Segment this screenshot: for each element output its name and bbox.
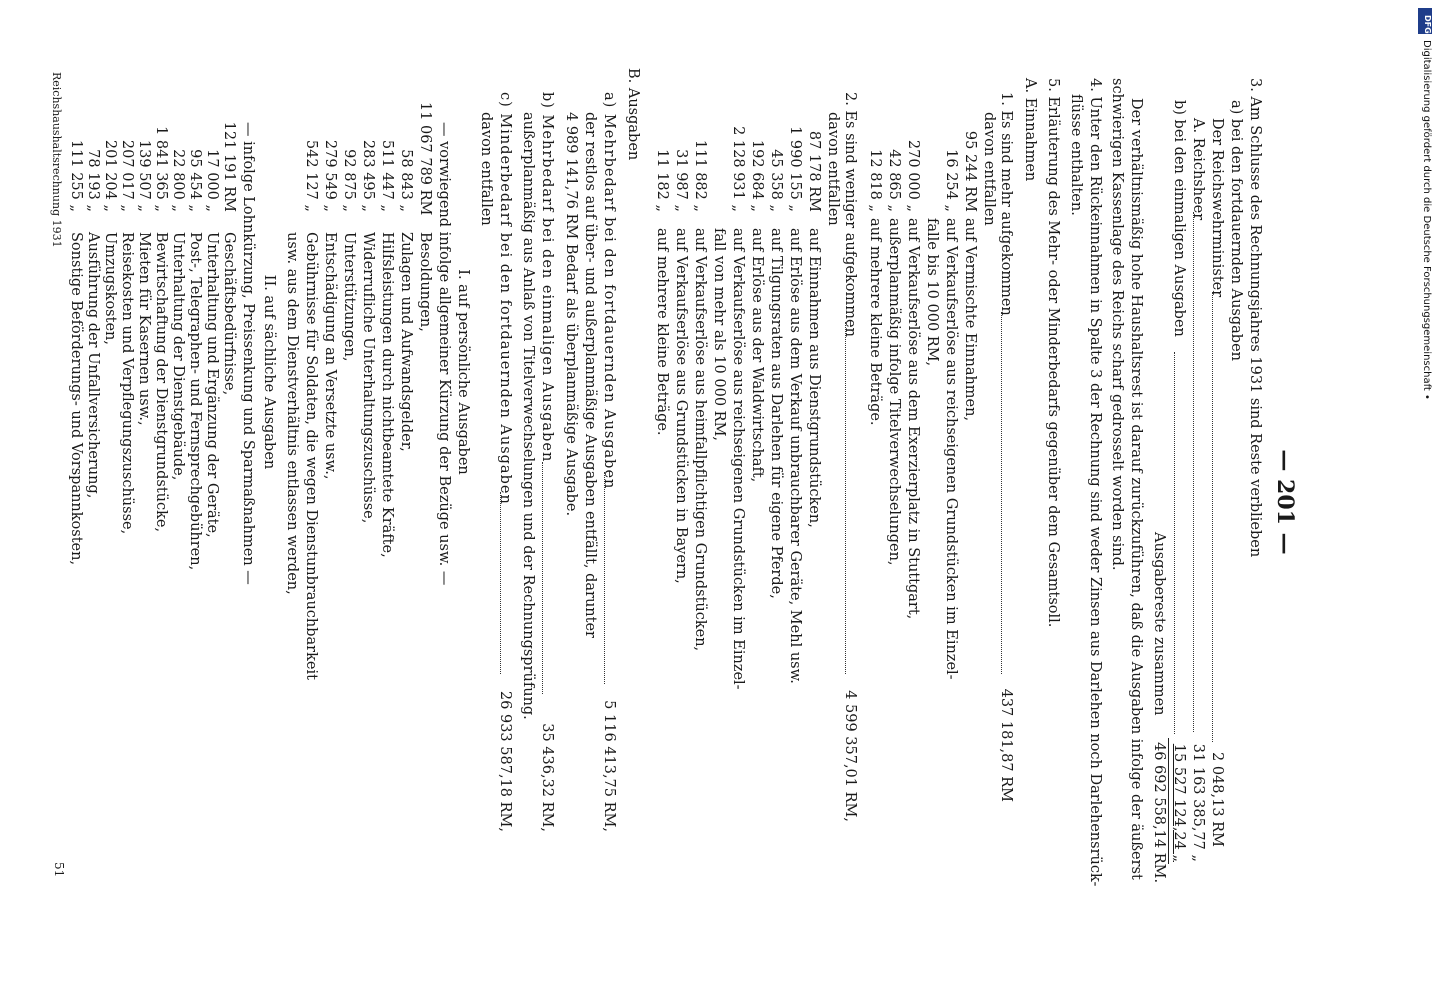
row-text: Unterhaltung und Ergänzung der Geräte, xyxy=(204,232,220,538)
row-text: Ausführung der Unfallversicherung, xyxy=(85,232,101,499)
expense-c-amount: 26 933 587,18 RM, xyxy=(497,690,513,832)
row-text: Mieten für Kasernen usw., xyxy=(136,232,152,426)
section-3-b: b) bei den einmaligen Ausgaben xyxy=(1171,100,1187,337)
leader-dots xyxy=(1001,312,1002,674)
row-text: auf Tilgungsraten aus Darlehen für eigene Pferde, xyxy=(768,228,784,599)
income-2-amount: 4 599 357,01 RM, xyxy=(842,690,858,822)
row-text: auf mehrere kleine Beträge. xyxy=(654,228,670,436)
row-text: auf Vermischte Einnahmen, xyxy=(962,218,978,422)
row-amount: 283 495 „ xyxy=(360,139,376,212)
leader-dots xyxy=(604,472,605,684)
row-amount: 22 800 „ xyxy=(170,149,186,212)
row-text: Besoldungen, xyxy=(417,232,433,332)
row-text: auf mehrere kleine Beträge. xyxy=(867,218,883,426)
row-amount: 95 244 RM xyxy=(962,130,978,212)
expense-c-sub: davon entfallen xyxy=(478,112,494,226)
row-text: Hilfsleistungen durch nichtbeamtete Kräfte, xyxy=(379,232,395,558)
row-text: Sonstige Beförderungs- und Vorspannkosten, xyxy=(68,232,84,566)
expense-a-amount: 5 116 413,75 RM, xyxy=(601,700,617,832)
income-2-label: 2. Es sind weniger aufgekommen xyxy=(842,92,858,337)
digitization-note: Digitalisierung gefördert durch die Deutsche Forschungsgemeinschaft • xyxy=(1421,40,1432,400)
heading-personal: I. auf persönliche Ausgaben xyxy=(455,269,471,475)
expense-c-line-1: c) Minderbedarf bei den fortdauernden Ausgaben xyxy=(497,92,513,505)
explanation-line-1: Der verhältnismäßig hohe Haushaltsrest ist darauf zurückzuführen, daß die Ausgaben infolge der äußerst xyxy=(1128,98,1144,880)
section-3-a2: A. Reichsheer xyxy=(1190,118,1206,221)
row-text: Gebührnisse für Soldaten, die wegen Dienstunbrauchbarkeit xyxy=(303,232,319,680)
row-amount: 45 358 „ xyxy=(768,149,784,212)
row-amount: 92 875 „ xyxy=(341,149,357,212)
row-amount: 201 204 „ xyxy=(102,139,118,212)
section-4-line-1: 4. Unter den Rückeinnahmen in Spalte 3 der Rechnung sind weder Zinsen aus Darlehen noch Darlehensrück- xyxy=(1087,78,1103,887)
expense-b-amount: 35 436,32 RM, xyxy=(539,723,555,832)
row-text: auf Verkaufserlöse aus heimfallpflichtigen Grundstücken, xyxy=(692,228,708,652)
row-text: außerplanmäßig infolge Titelverwechselungen, xyxy=(886,218,902,566)
signature-mark: 51 xyxy=(52,862,66,878)
row-text: auf Einnahmen aus Dienstgrundstücken, xyxy=(806,228,822,528)
row-amount: 279 549 „ xyxy=(322,139,338,212)
total-amount: 46 692 558,14 RM. xyxy=(1151,742,1167,884)
section-3-a1: Der Reichswehrminister xyxy=(1209,118,1225,298)
row-amount: 17 000 „ xyxy=(204,149,220,212)
amount-a1: 2 048,13 RM xyxy=(1209,752,1225,847)
income-1-sub: davon entfallen xyxy=(981,112,997,226)
row-text: Umzugskosten, xyxy=(102,232,118,345)
expense-a-line-1: a) Mehrbedarf bei den fortdauernden Ausgaben xyxy=(601,92,617,490)
row-text: Reisekosten und Verpflegungszuschüsse, xyxy=(119,232,135,535)
row-amount: 111 255 „ xyxy=(68,139,84,212)
amount-b: 15 527 124,24 „ xyxy=(1171,743,1187,862)
row-text: Zulagen und Aufwandsgelder, xyxy=(398,232,414,452)
row-text: Geschäftsbedürfnisse, xyxy=(221,232,237,396)
row-text: Unterstützungen, xyxy=(341,232,357,362)
expense-b-line-1: b) Mehrbedarf bei den einmaligen Ausgaben xyxy=(539,92,555,463)
row-text: Unterhaltung der Dienstgebäude, xyxy=(170,232,186,481)
row-amount: 542 127 „ xyxy=(303,139,319,212)
section-3-intro: 3. Am Schlusse des Rechnungsjahres 1931 sind Reste verblieben xyxy=(1247,78,1263,558)
heading-material: II. auf sächliche Ausgaben xyxy=(261,274,277,470)
row-amount: 87 178 RM xyxy=(806,130,822,212)
footer: Reichshaushaltsrechnung 1931 xyxy=(50,72,63,248)
section-5: 5. Erläuterung des Mehr- oder Minderbedarfs gegenüber dem Gesamtsoll. xyxy=(1045,78,1061,628)
row-text: auf Erlöse aus der Waldwirtschaft, xyxy=(749,228,765,483)
income-2-sub: davon entfallen xyxy=(825,112,841,226)
dfg-logo-text: DFG xyxy=(1423,15,1432,34)
amount-a2: 31 163 385,77 „ xyxy=(1190,743,1206,862)
section-3-a: a) bei den fortdauernden Ausgaben xyxy=(1228,100,1244,361)
material-intro: — infolge Lohnkürzung, Preissenkung und Sparmaßnahmen — xyxy=(240,122,256,585)
row-amount: 11 182 „ xyxy=(654,149,670,212)
leader-dots xyxy=(1193,212,1194,732)
dfg-logo xyxy=(1418,8,1432,34)
expense-a-line-2: der restlos auf über- und außerplanmäßige Ausgaben entfällt, darunter xyxy=(582,112,598,638)
row-text: Post-, Telegraphen- und Fernsprechgebühren, xyxy=(187,232,203,571)
row-amount: 511 447 „ xyxy=(379,139,395,212)
page-number: — 201 — xyxy=(1272,449,1298,555)
explanation-line-2: schwierigen Kassenlage des Reichs scharf gedrosselt worden sind. xyxy=(1109,78,1125,571)
row-text: auf Verkaufserlöse aus reichseigenen Grundstücken im Einzel- xyxy=(943,218,959,680)
leader-dots xyxy=(1212,292,1213,742)
total-label: Ausgabereste zusammen xyxy=(1151,532,1167,716)
income-1-amount: 437 181,87 RM xyxy=(998,688,1014,802)
row-amount: 121 191 RM xyxy=(221,121,237,212)
leader-dots xyxy=(542,462,543,694)
rotated-page xyxy=(26,62,1326,942)
row-amount: 58 843 „ xyxy=(398,149,414,212)
row-text: usw. aus dem Dienstverhältnis entlassen werden, xyxy=(284,232,300,595)
row-amount: 111 882 „ xyxy=(692,139,708,212)
row-text: Bewirtschaftung der Dienstgrundstücke, xyxy=(153,232,169,533)
row-text: Widerrufliche Unterhaltungszuschüsse, xyxy=(360,232,376,524)
row-amount: 192 684 „ xyxy=(749,139,765,212)
row-amount: 95 454 „ xyxy=(187,149,203,212)
row-text: auf Verkaufserlöse aus reichseigenen Grundstücken im Einzel- xyxy=(730,228,746,690)
row-text: auf Erlöse aus dem Verkauf unbrauchbarer Geräte, Mehl usw. xyxy=(787,228,803,684)
row-amount: 12 818 „ xyxy=(867,149,883,212)
row-amount: 78 193 „ xyxy=(85,149,101,212)
row-amount: 16 254 „ xyxy=(943,149,959,212)
row-text: Entschädigung an Versetzte usw., xyxy=(322,232,338,480)
leader-dots xyxy=(845,322,846,674)
row-amount: 31 987 „ xyxy=(673,149,689,212)
leader-dots xyxy=(500,492,501,674)
row-amount: 139 507 „ xyxy=(136,139,152,212)
sum-rule xyxy=(1168,738,1169,864)
row-text: falle bis 10 000 RM, xyxy=(924,218,940,367)
row-amount: 11 067 789 RM xyxy=(417,102,433,216)
personal-intro: — vorwiegend infolge allgemeiner Kürzung der Bezüge usw. — xyxy=(436,122,452,586)
row-text: auf Verkaufserlöse aus dem Exerzierplatz in Stuttgart, xyxy=(905,218,921,620)
row-amount: 2 128 931 „ xyxy=(730,126,746,212)
row-amount: 270 000 „ xyxy=(905,139,921,212)
expense-b-line-2: außerplanmäßig aus Anlaß von Titelverwechselungen und der Rechnungsprüfung. xyxy=(520,112,536,720)
row-amount: 1 841 365 „ xyxy=(153,126,169,212)
heading-einnahmen: A. Einnahmen xyxy=(1022,78,1038,182)
heading-ausgaben: B. Ausgaben xyxy=(625,68,641,161)
section-4-line-2: flüsse enthalten. xyxy=(1068,94,1084,216)
row-amount: 1 990 155 „ xyxy=(787,126,803,212)
row-amount: 42 865 „ xyxy=(886,149,902,212)
row-text: auf Verkaufserlöse aus Grundstücken in Bayern, xyxy=(673,228,689,584)
expense-a-line-3: 4 989 141,76 RM Bedarf als überplanmäßige Ausgabe. xyxy=(563,112,579,517)
row-amount: 207 017 „ xyxy=(119,139,135,212)
row-text: fall von mehr als 10 000 RM, xyxy=(711,228,727,442)
income-1-label: 1. Es sind mehr aufgekommen xyxy=(998,92,1014,316)
leader-dots xyxy=(1174,352,1175,734)
